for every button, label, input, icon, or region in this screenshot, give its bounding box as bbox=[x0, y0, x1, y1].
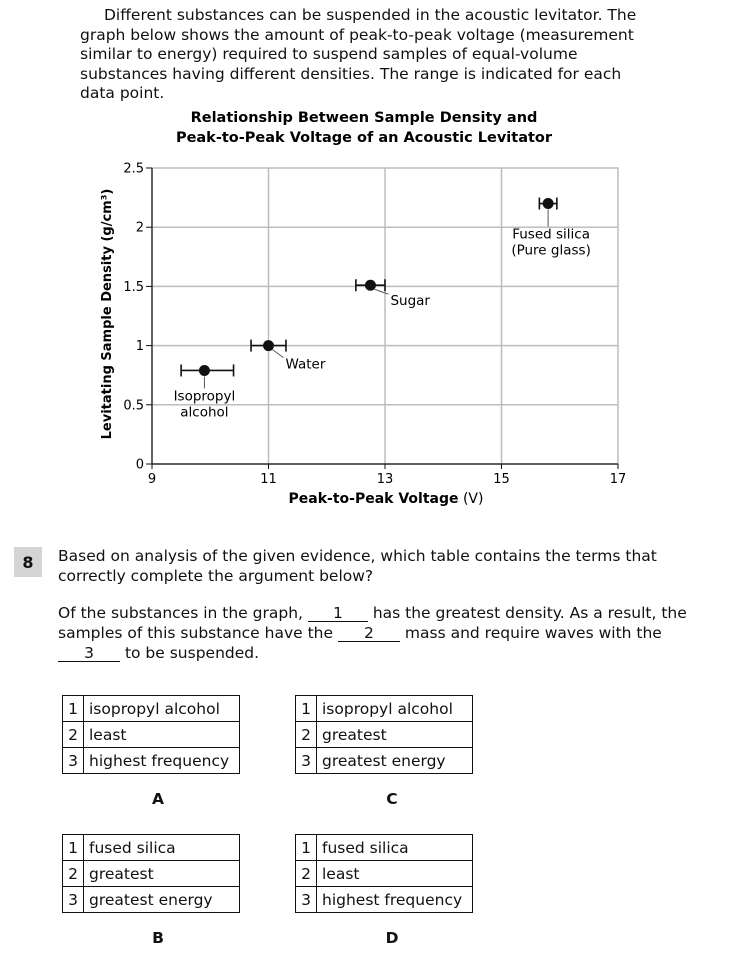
x-tick-label: 13 bbox=[376, 472, 394, 487]
row-term: highest frequency bbox=[84, 748, 240, 774]
option-a-table[interactable] bbox=[62, 695, 240, 774]
row-number: 1 bbox=[63, 696, 84, 722]
option-a-row bbox=[63, 748, 240, 774]
x-tick-label: 9 bbox=[147, 472, 157, 487]
row-term: fused silica bbox=[84, 835, 240, 861]
data-point bbox=[263, 340, 274, 351]
point-label: Isopropyl bbox=[173, 388, 236, 405]
label-leader bbox=[273, 350, 284, 358]
x-axis-label bbox=[289, 491, 484, 507]
option-b-row bbox=[63, 861, 240, 887]
row-term: fused silica bbox=[317, 835, 473, 861]
option-b-label[interactable]: B bbox=[152, 929, 164, 947]
option-d-row bbox=[296, 887, 473, 913]
row-term: isopropyl alcohol bbox=[84, 696, 240, 722]
data-point bbox=[365, 280, 376, 291]
x-axis-unit: (V) bbox=[462, 491, 484, 507]
option-c-row bbox=[296, 722, 473, 748]
option-c-label[interactable]: C bbox=[386, 790, 398, 808]
row-number: 2 bbox=[63, 861, 84, 887]
blank-1: 1 bbox=[308, 605, 368, 622]
plot-area bbox=[123, 162, 626, 488]
x-tick-label: 15 bbox=[493, 472, 510, 487]
point-label: alcohol bbox=[180, 404, 229, 421]
option-b-row bbox=[63, 887, 240, 913]
option-d-row bbox=[296, 861, 473, 887]
y-tick-label: 1.5 bbox=[123, 279, 144, 295]
chart-title-line1: Relationship Between Sample Density and bbox=[190, 110, 538, 126]
option-a-row bbox=[63, 722, 240, 748]
point-label: Fused silica bbox=[512, 226, 590, 243]
row-number: 1 bbox=[296, 835, 317, 861]
y-axis-label: Levitating Sample Density (g/cm³) bbox=[100, 188, 115, 440]
option-d-row bbox=[296, 835, 473, 861]
row-term: highest frequency bbox=[317, 887, 473, 913]
argument-part-3: mass and require waves with the bbox=[404, 624, 662, 642]
row-number: 2 bbox=[296, 722, 317, 748]
point-label: (Pure glass) bbox=[511, 242, 591, 259]
row-term: least bbox=[84, 722, 240, 748]
option-b-table[interactable] bbox=[62, 834, 240, 913]
argument-part-2: has the greatest density. As a result, the samples of this substance have the bbox=[58, 604, 687, 642]
argument-part-4: to be suspended. bbox=[124, 644, 260, 662]
question-text: Based on analysis of the given evidence, which table contains the terms that correctly complete the argument below? bbox=[58, 547, 657, 585]
option-c-row bbox=[296, 696, 473, 722]
row-number: 3 bbox=[63, 748, 84, 774]
blank-2: 2 bbox=[338, 625, 400, 642]
row-term: greatest bbox=[317, 722, 473, 748]
option-c-row bbox=[296, 748, 473, 774]
intro-paragraph: Different substances can be suspended in the acoustic levitator. The graph below shows the amount of peak-to-peak voltage (measurement similar to energy) required to suspend samples of equal-volume substances having different densities. The range is indicated for each data point. bbox=[80, 6, 637, 102]
row-term: greatest bbox=[84, 861, 240, 887]
argument-part-1: Of the substances in the graph, bbox=[58, 604, 303, 622]
y-tick-label: 0 bbox=[135, 457, 144, 473]
argument-text bbox=[58, 603, 698, 663]
y-tick-label: 2.5 bbox=[123, 161, 144, 177]
option-a-label[interactable]: A bbox=[152, 790, 164, 808]
row-number: 3 bbox=[296, 887, 317, 913]
blank-3: 3 bbox=[58, 645, 120, 662]
row-number: 1 bbox=[63, 835, 84, 861]
option-b-row bbox=[63, 835, 240, 861]
option-d-label[interactable]: D bbox=[385, 929, 399, 947]
row-number: 2 bbox=[63, 722, 84, 748]
x-tick-label: 17 bbox=[609, 472, 627, 487]
row-term: greatest energy bbox=[84, 887, 240, 913]
y-tick-label: 2 bbox=[135, 220, 144, 236]
data-point bbox=[199, 365, 210, 376]
y-tick-label: 0.5 bbox=[123, 398, 144, 414]
density-voltage-chart bbox=[0, 100, 730, 520]
option-a-row bbox=[63, 696, 240, 722]
row-term: isopropyl alcohol bbox=[317, 696, 473, 722]
data-point bbox=[543, 198, 554, 209]
x-tick-label: 11 bbox=[260, 472, 277, 487]
row-number: 1 bbox=[296, 696, 317, 722]
chart-title-line2: Peak-to-Peak Voltage of an Acoustic Levitator bbox=[175, 130, 553, 146]
row-number: 3 bbox=[296, 748, 317, 774]
option-d-table[interactable] bbox=[295, 834, 473, 913]
y-tick-label: 1 bbox=[135, 339, 144, 355]
point-label: Sugar bbox=[390, 293, 430, 310]
question-number-badge: 8 bbox=[14, 547, 42, 577]
point-label: Water bbox=[285, 356, 326, 373]
row-term: least bbox=[317, 861, 473, 887]
row-number: 3 bbox=[63, 887, 84, 913]
row-number: 2 bbox=[296, 861, 317, 887]
row-term: greatest energy bbox=[317, 748, 473, 774]
x-axis-label-text: Peak-to-Peak Voltage bbox=[288, 491, 459, 507]
label-leader bbox=[374, 289, 388, 294]
option-c-table[interactable] bbox=[295, 695, 473, 774]
